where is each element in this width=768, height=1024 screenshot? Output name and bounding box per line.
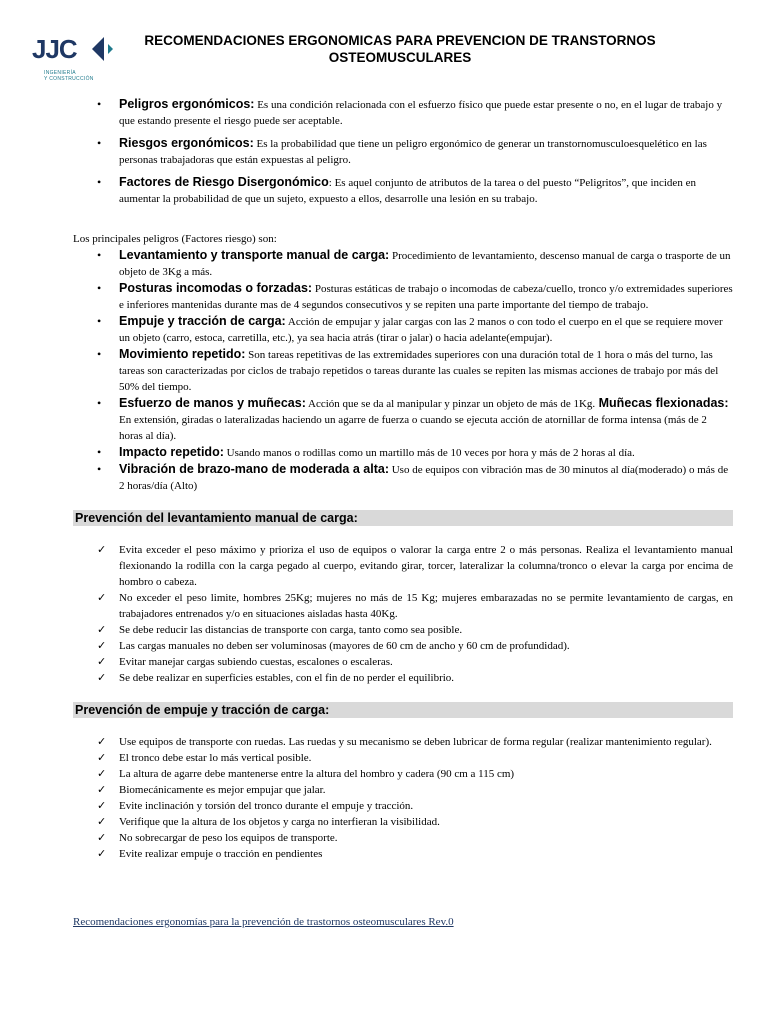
section-heading-lifting: Prevención del levantamiento manual de carga: bbox=[73, 510, 733, 526]
list-item: • Peligros ergonómicos: Es una condición relacionada con el esfuerzo físico que puede estar presente o no, en el lugar de trabajo y que estando presente el riesgo puede ser aceptable. bbox=[73, 96, 733, 129]
list-item: ✓ Evite realizar empuje o tracción en pendientes bbox=[73, 846, 733, 862]
lifting-checklist bbox=[73, 542, 733, 686]
list-item: ✓ La altura de agarre debe mantenerse entre la altura del hombro y cadera (90 cm a 115 cm) bbox=[73, 766, 733, 782]
section-heading-pushing: Prevención de empuje y tracción de carga: bbox=[73, 702, 733, 718]
list-item: ✓ Las cargas manuales no deben ser voluminosas (mayores de 60 cm de ancho y 60 cm de profundidad). bbox=[73, 638, 733, 654]
list-item: • Levantamiento y transporte manual de carga: Procedimiento de levantamiento, descenso manual de carga o trasporte de un objeto de 3Kg a más. bbox=[73, 247, 733, 280]
company-logo bbox=[32, 34, 122, 84]
document-title: RECOMENDACIONES ERGONOMICAS PARA PREVENCION DE TRANSTORNOS OSTEOMUSCULARES bbox=[144, 33, 656, 65]
list-item: ✓ No sobrecargar de peso los equipos de transporte. bbox=[73, 830, 733, 846]
list-item: • Movimiento repetido: Son tareas repetitivas de las extremidades superiores con una duración total de 1 hora o más del turno, las tareas son caracterizadas por ciclos de trabajo repetidos o tareas durante las cuales se repiten las mismas acciones de trabajo por más del 50% del tiempo. bbox=[73, 346, 733, 395]
list-item: • Empuje y tracción de carga: Acción de empujar y jalar cargas con las 2 manos o con todo el cuerpo en el que se requiere mover un objeto (carro, estoca, carretilla, etc.), ya sea hacia atrás (tirar o jalar) o hacia adelante(empujar). bbox=[73, 313, 733, 346]
list-item: ✓ Se debe reducir las distancias de transporte con carga, tanto como sea posible. bbox=[73, 622, 733, 638]
document-body bbox=[73, 96, 733, 862]
list-item: ✓ Evitar manejar cargas subiendo cuestas, escalones o escaleras. bbox=[73, 654, 733, 670]
list-item: ✓ Evite inclinación y torsión del tronco durante el empuje y tracción. bbox=[73, 798, 733, 814]
list-item: ✓ El tronco debe estar lo más vertical posible. bbox=[73, 750, 733, 766]
list-item: ✓ Evita exceder el peso máximo y prioriza el uso de equipos o valorar la carga entre 2 o más personas. Realiza el levantamiento manual flexionando la rodilla con la carga pegado al cuerpo, evitando girar, torcer, lateralizar la columna/tronco o elevar la carga por encima de hombro o cabeza. bbox=[73, 542, 733, 590]
logo-wordmark: JJC bbox=[32, 34, 77, 64]
list-item: • Posturas incomodas o forzadas: Posturas estáticas de trabajo o incomodas de cabeza/cuello, tronco y/o extremidades superiores e inferiores mantenidas durante mas de 4 segundos consecutivos y se repiten una parte importante del tiempo de trabajo. bbox=[73, 280, 733, 313]
list-item: ✓ Se debe realizar en superficies estables, con el fin de no perder el equilibrio. bbox=[73, 670, 733, 686]
definitions-list bbox=[73, 96, 733, 207]
list-item: • Impacto repetido: Usando manos o rodillas como un martillo más de 10 veces por hora y más de 2 horas al día. bbox=[73, 444, 733, 461]
list-item: ✓ No exceder el peso limite, hombres 25Kg; mujeres no más de 15 Kg; mujeres embarazadas no se permite levantamiento de cargas, en trabajadores entrenados y/o en situaciones aisladas hasta 40Kg. bbox=[73, 590, 733, 622]
list-item: • Riesgos ergonómicos: Es la probabilidad que tiene un peligro ergonómico de generar un transtornomusculoesquelético en las personas trabajadoras que están expuestas al peligro. bbox=[73, 135, 733, 168]
list-item: • Factores de Riesgo Disergonómico: Es aquel conjunto de atributos de la tarea o del puesto “Peligritos”, que inciden en aumentar la probabilidad de que un sujeto, expuesto a ellos, desarrolle una lesión en su trabajo. bbox=[73, 174, 733, 207]
list-item: • Esfuerzo de manos y muñecas: Acción que se da al manipular y pinzar un objeto de más de 1Kg. Muñecas flexionadas: En extensión, giradas o lateralizadas haciendo un agarre de fuerza o cuando se ejecuta acción de atornillar de forma intensa (más de 2 horas al día). bbox=[73, 395, 733, 444]
list-item: ✓ Verifique que la altura de los objetos y carga no interfieran la visibilidad. bbox=[73, 814, 733, 830]
hazards-list bbox=[73, 247, 733, 494]
logo-tagline: INGENIERÍA Y CONSTRUCCIÓN bbox=[44, 70, 94, 82]
list-item: ✓ Biomecánicamente es mejor empujar que jalar. bbox=[73, 782, 733, 798]
list-item: ✓ Use equipos de transporte con ruedas. Las ruedas y su mecanismo se deben lubricar de forma regular (realizar mantenimiento regular). bbox=[73, 734, 733, 750]
list-item: • Vibración de brazo-mano de moderada a alta: Uso de equipos con vibración mas de 30 minutos al día(moderado) o más de 2 horas/día (Alto) bbox=[73, 461, 733, 494]
hazards-intro: Los principales peligros (Factores riesgo) son: bbox=[73, 233, 277, 245]
pushing-checklist bbox=[73, 734, 733, 862]
logo-arrow-icon bbox=[90, 36, 120, 62]
footer-document-link[interactable]: Recomendaciones ergonomías para la prevención de trastornos osteomusculares Rev.0 bbox=[73, 916, 454, 928]
